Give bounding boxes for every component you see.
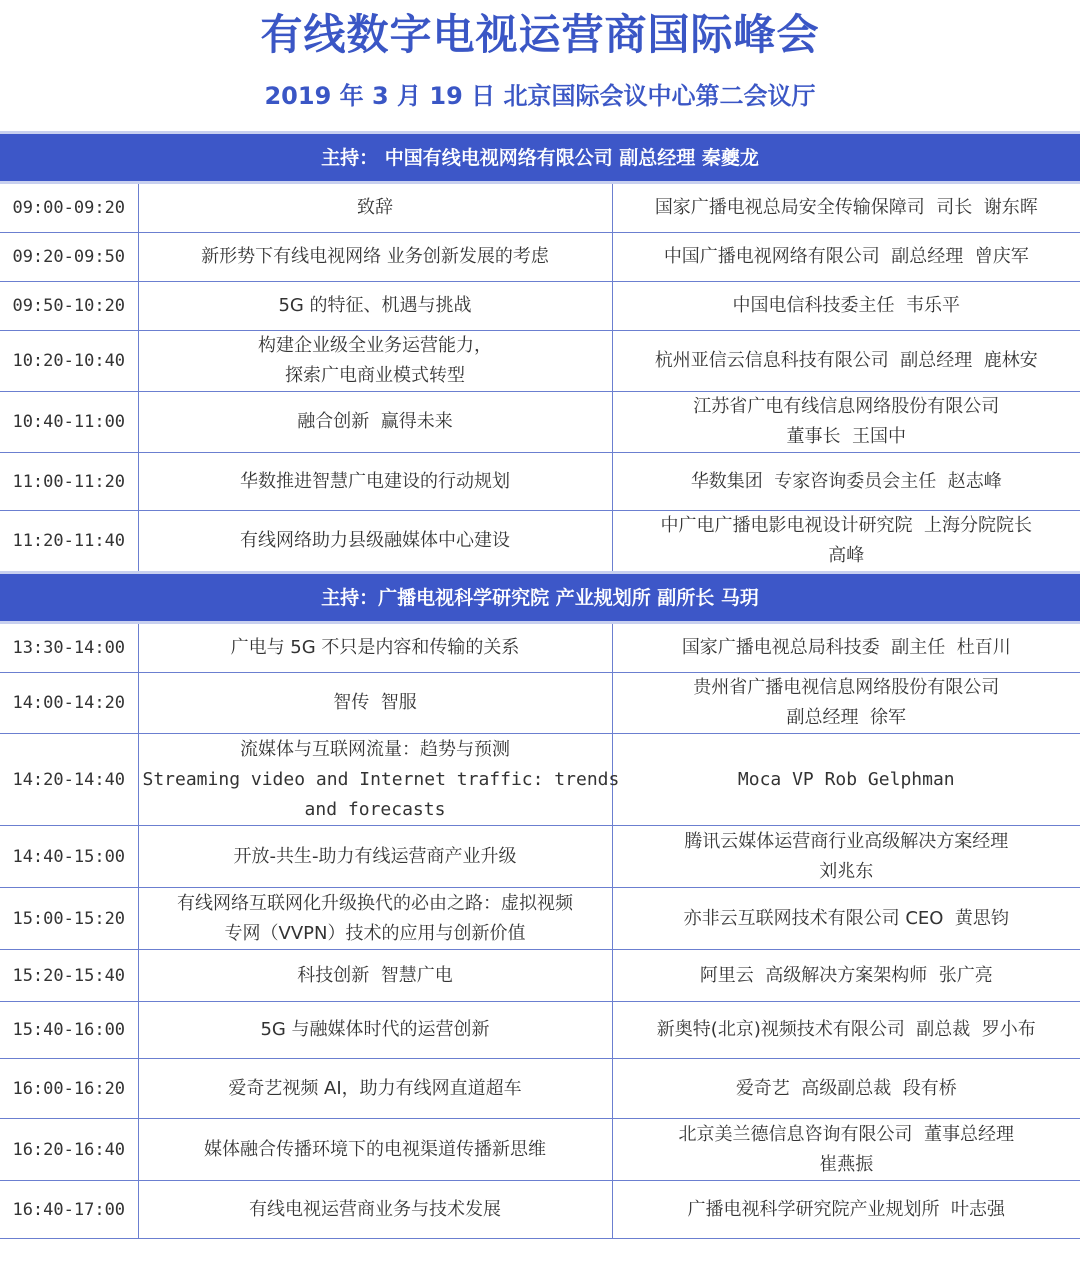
session-topic	[138, 511, 612, 573]
session-topic	[138, 673, 612, 734]
session-speaker	[612, 1119, 1080, 1181]
session-topic	[138, 183, 612, 233]
session-time: 13:30-14:00	[0, 623, 138, 673]
session-topic	[138, 1059, 612, 1119]
session-host: 主持： 中国有线电视网络有限公司 副总经理 秦夔龙	[0, 133, 1080, 183]
session-topic	[138, 1002, 612, 1059]
session-speaker-line: 贵州省广播电视信息网络股份有限公司	[693, 677, 1000, 698]
session-topic-line: and forecasts	[304, 798, 446, 820]
session-time: 10:20-10:40	[0, 331, 138, 392]
session-speaker-line: 高峰	[828, 545, 865, 566]
session-topic-line: 科技创新 智慧广电	[297, 964, 453, 986]
session-speaker-line: 杭州亚信云信息科技有限公司 副总经理 鹿林安	[654, 350, 1038, 371]
session-topic-line: 华数推进智慧广电建设的行动规划	[240, 470, 510, 492]
table-row	[0, 1119, 1080, 1181]
session-time: 09:50-10:20	[0, 282, 138, 331]
session-time: 16:00-16:20	[0, 1059, 138, 1119]
session-speaker	[612, 888, 1080, 950]
session-topic-line: 有线电视运营商业务与技术发展	[249, 1198, 501, 1220]
session-topic-line: 广电与 5G 不只是内容和传输的关系	[230, 637, 520, 658]
table-row	[0, 734, 1080, 826]
session-topic	[138, 950, 612, 1002]
table-row	[0, 282, 1080, 331]
session-time: 11:00-11:20	[0, 453, 138, 511]
session-speaker-line: 江苏省广电有线信息网络股份有限公司	[693, 396, 1000, 417]
session-topic-line: 有线网络互联网化升级换代的必由之路：虚拟视频	[177, 892, 573, 914]
session-topic-line: 新形势下有线电视网络 业务创新发展的考虑	[201, 246, 549, 267]
table-row	[0, 392, 1080, 453]
table-row	[0, 1059, 1080, 1119]
table-row	[0, 1181, 1080, 1239]
session-topic-line: 爱奇艺视频 AI，助力有线网直道超车	[228, 1077, 522, 1099]
session-time: 15:20-15:40	[0, 950, 138, 1002]
session-topic	[138, 1119, 612, 1181]
session-topic-line: 开放-共生-助力有线运营商产业升级	[233, 845, 517, 867]
session-speaker-line: 新奥特(北京)视频技术有限公司 副总裁 罗小布	[656, 1019, 1036, 1040]
session-topic	[138, 888, 612, 950]
session-speaker-line: 亦非云互联网技术有限公司 CEO 黄思钧	[683, 907, 1009, 929]
session-host: 主持：广播电视科学研究院 产业规划所 副所长 马玥	[0, 573, 1080, 623]
session-speaker	[612, 1002, 1080, 1059]
page-subtitle: 2019 年 3 月 19 日 北京国际会议中心第二会议厅	[264, 82, 816, 110]
table-row	[0, 331, 1080, 392]
table-row	[0, 233, 1080, 282]
table-row	[0, 511, 1080, 573]
session-time: 14:00-14:20	[0, 673, 138, 734]
session-time: 15:40-16:00	[0, 1002, 138, 1059]
session-topic-line: 5G 的特征、机遇与挑战	[278, 295, 472, 316]
session-speaker-line: 华数集团 专家咨询委员会主任 赵志峰	[690, 470, 1002, 492]
table-row	[0, 950, 1080, 1002]
session-time: 16:20-16:40	[0, 1119, 138, 1181]
table-row	[0, 183, 1080, 233]
session-topic	[138, 392, 612, 453]
page-title: 有线数字电视运营商国际峰会	[260, 10, 820, 59]
session-speaker-line: 阿里云 高级解决方案架构师 张广亮	[699, 964, 993, 986]
table-row	[0, 453, 1080, 511]
session-speaker	[612, 826, 1080, 888]
session-speaker-line: 董事长 王国中	[786, 426, 906, 447]
session-time: 14:20-14:40	[0, 734, 138, 826]
session-speaker-line: 刘兆东	[819, 860, 874, 882]
session-speaker	[612, 950, 1080, 1002]
session-host-row	[0, 573, 1080, 623]
session-topic-line: 流媒体与互联网流量：趋势与预测	[240, 738, 510, 760]
session-topic	[138, 1181, 612, 1239]
session-time: 16:40-17:00	[0, 1181, 138, 1239]
agenda-table	[0, 131, 1080, 1239]
session-speaker-line: 崔燕振	[819, 1153, 874, 1175]
session-speaker-line: 中国电信科技委主任 韦乐平	[732, 295, 960, 316]
table-row	[0, 888, 1080, 950]
session-time: 09:00-09:20	[0, 183, 138, 233]
session-topic	[138, 453, 612, 511]
session-time: 11:20-11:40	[0, 511, 138, 573]
session-topic-line: 融合创新 赢得未来	[297, 411, 453, 432]
session-topic	[138, 282, 612, 331]
session-time: 09:20-09:50	[0, 233, 138, 282]
session-speaker-line: 北京美兰德信息咨询有限公司 董事总经理	[678, 1123, 1014, 1145]
session-topic	[138, 826, 612, 888]
session-time: 15:00-15:20	[0, 888, 138, 950]
session-speaker-line: 国家广播电视总局科技委 副主任 杜百川	[681, 637, 1011, 658]
session-topic-line: 专网（VVPN）技术的应用与创新价值	[224, 922, 526, 944]
session-speaker-line: Moca VP Rob Gelphman	[737, 768, 955, 790]
session-topic-line: 智传 智服	[333, 692, 417, 713]
session-topic-line: 致辞	[357, 197, 393, 218]
session-time: 14:40-15:00	[0, 826, 138, 888]
session-topic	[138, 233, 612, 282]
session-speaker	[612, 233, 1080, 282]
session-speaker-line: 副总经理 徐军	[786, 707, 906, 728]
session-speaker	[612, 331, 1080, 392]
session-topic	[138, 623, 612, 673]
table-row	[0, 673, 1080, 734]
session-speaker-line: 广播电视科学研究院产业规划所 叶志强	[687, 1198, 1005, 1220]
session-speaker-line: 腾讯云媒体运营商行业高级解决方案经理	[684, 830, 1009, 852]
session-speaker	[612, 392, 1080, 453]
session-topic	[138, 331, 612, 392]
session-topic-line: 有线网络助力县级融媒体中心建设	[240, 530, 510, 551]
session-topic-line: 探索广电商业模式转型	[285, 365, 465, 386]
session-topic-line: 5G 与融媒体时代的运营创新	[260, 1019, 490, 1040]
session-speaker	[612, 1059, 1080, 1119]
session-speaker	[612, 453, 1080, 511]
session-speaker	[612, 183, 1080, 233]
table-row	[0, 826, 1080, 888]
session-speaker	[612, 511, 1080, 573]
session-time: 10:40-11:00	[0, 392, 138, 453]
session-speaker	[612, 673, 1080, 734]
session-speaker-line: 中国广播电视网络有限公司 副总经理 曾庆军	[663, 246, 1029, 267]
session-speaker	[612, 1181, 1080, 1239]
table-row	[0, 623, 1080, 673]
session-topic	[138, 734, 620, 826]
session-host-row	[0, 133, 1080, 183]
session-topic-line: Streaming video and Internet traffic: trends	[142, 768, 620, 790]
session-speaker-line: 中广电广播电影电视设计研究院 上海分院院长	[660, 515, 1032, 536]
session-speaker	[612, 282, 1080, 331]
session-speaker-line: 爱奇艺 高级副总裁 段有桥	[735, 1077, 957, 1099]
session-topic-line: 媒体融合传播环境下的电视渠道传播新思维	[204, 1138, 546, 1160]
session-topic-line: 构建企业级全业务运营能力，	[258, 335, 492, 356]
session-speaker	[612, 734, 1080, 826]
session-speaker-line: 国家广播电视总局安全传输保障司 司长 谢东晖	[654, 197, 1038, 218]
table-row	[0, 1002, 1080, 1059]
session-speaker	[612, 623, 1080, 673]
